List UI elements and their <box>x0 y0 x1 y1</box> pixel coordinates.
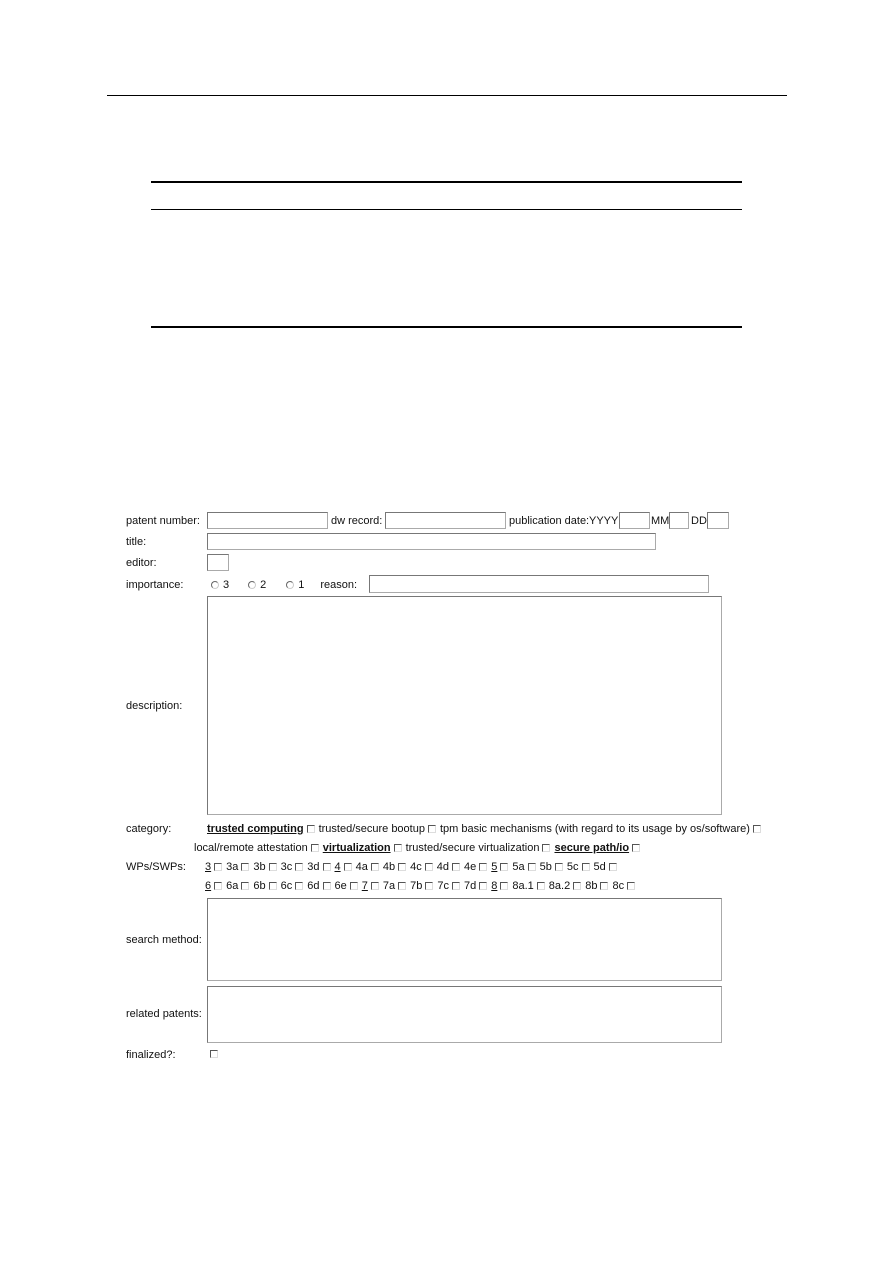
year-input[interactable] <box>619 512 650 529</box>
wp-label: 5b <box>539 861 552 873</box>
category-line-1 <box>207 822 765 836</box>
wp-item[interactable] <box>437 860 460 874</box>
wp-item[interactable] <box>512 860 535 874</box>
wp-checkbox[interactable] <box>500 882 508 890</box>
wp-item[interactable] <box>612 879 635 893</box>
wp-checkbox[interactable] <box>627 882 635 890</box>
importance-option-3[interactable]: 3 <box>211 578 231 592</box>
category-item[interactable] <box>194 841 319 855</box>
wp-item[interactable] <box>253 860 276 874</box>
wps-line-2 <box>205 879 639 893</box>
wp-item[interactable] <box>594 860 617 874</box>
wp-checkbox[interactable] <box>269 863 277 871</box>
wp-item[interactable] <box>226 860 249 874</box>
radio-icon[interactable] <box>286 581 294 589</box>
finalized-label: finalized?: <box>126 1049 176 1061</box>
category-item[interactable] <box>554 841 640 855</box>
wp-item[interactable] <box>205 860 222 874</box>
wp-label: 7 <box>361 880 368 892</box>
category-checkbox[interactable] <box>311 844 319 852</box>
category-checkbox[interactable] <box>428 825 436 833</box>
category-item[interactable] <box>323 841 402 855</box>
title-label: title: <box>126 536 147 548</box>
editor-label: editor: <box>126 557 157 569</box>
wp-item[interactable] <box>549 879 581 893</box>
wp-checkbox[interactable] <box>500 863 508 871</box>
related-patents-textarea[interactable] <box>207 986 722 1043</box>
wp-label: 5d <box>593 861 606 873</box>
wp-label: 8b <box>585 880 598 892</box>
wp-label: 6e <box>334 880 347 892</box>
category-item[interactable] <box>319 822 436 836</box>
wp-item[interactable] <box>567 860 590 874</box>
description-label: description: <box>126 700 183 712</box>
month-input[interactable] <box>669 512 689 529</box>
wp-item[interactable] <box>540 860 563 874</box>
day-input[interactable] <box>707 512 729 529</box>
importance-radio-group <box>211 578 357 592</box>
wp-label: 8a.1 <box>512 880 534 892</box>
wp-item[interactable] <box>307 860 330 874</box>
wp-label: 8 <box>491 880 498 892</box>
category-label: trusted/secure bootup <box>318 823 425 835</box>
wp-item[interactable] <box>491 860 508 874</box>
category-item[interactable] <box>207 822 315 836</box>
wp-checkbox[interactable] <box>425 863 433 871</box>
title-input[interactable] <box>207 533 656 550</box>
radio-icon[interactable] <box>211 581 219 589</box>
importance-option-1[interactable]: 1 <box>286 578 306 592</box>
category-label: secure path/io <box>554 842 630 854</box>
patent-number-label: patent number: <box>126 515 200 527</box>
wps-line-1 <box>205 860 621 874</box>
wp-checkbox[interactable] <box>573 882 581 890</box>
category-checkbox[interactable] <box>542 844 550 852</box>
wps-label: WPs/SWPs: <box>126 861 186 873</box>
dw-record-input[interactable] <box>385 512 506 529</box>
wp-label: 3d <box>307 861 320 873</box>
wp-label: 3a <box>226 861 239 873</box>
wp-checkbox[interactable] <box>323 863 331 871</box>
dw-record-label: dw record: <box>331 515 383 527</box>
wp-checkbox[interactable] <box>295 863 303 871</box>
table-top-rule <box>151 181 742 183</box>
category-checkbox[interactable] <box>394 844 402 852</box>
wp-label: 3b <box>253 861 266 873</box>
wp-checkbox[interactable] <box>555 863 563 871</box>
wp-label: 7b <box>410 880 423 892</box>
search-method-label: search method: <box>126 934 202 946</box>
wp-label: 6d <box>307 880 320 892</box>
wp-item[interactable] <box>410 860 433 874</box>
wp-checkbox[interactable] <box>600 882 608 890</box>
wp-checkbox[interactable] <box>214 863 222 871</box>
wp-checkbox[interactable] <box>582 863 590 871</box>
wp-label: 7d <box>464 880 477 892</box>
category-item[interactable] <box>440 822 761 836</box>
wp-label: 7a <box>382 880 396 892</box>
wp-checkbox[interactable] <box>425 882 433 890</box>
day-label: DD <box>691 515 707 527</box>
publication-date-label: publication date: <box>509 515 590 527</box>
wp-checkbox[interactable] <box>398 882 406 890</box>
year-label: YYYY <box>589 515 619 527</box>
wp-checkbox[interactable] <box>479 863 487 871</box>
wp-label: 6a <box>226 880 239 892</box>
wp-label: 6 <box>205 880 212 892</box>
wp-label: 4b <box>382 861 396 873</box>
category-checkbox[interactable] <box>753 825 761 833</box>
wp-checkbox[interactable] <box>609 863 617 871</box>
wp-label: 8c <box>612 880 625 892</box>
description-textarea[interactable] <box>207 596 722 815</box>
wp-checkbox[interactable] <box>371 882 379 890</box>
wp-checkbox[interactable] <box>269 882 277 890</box>
wp-label: 4d <box>436 861 449 873</box>
wp-checkbox[interactable] <box>241 882 249 890</box>
wp-label: 3 <box>205 861 212 873</box>
wp-label: 5 <box>491 861 498 873</box>
wp-item[interactable] <box>335 860 352 874</box>
wp-checkbox[interactable] <box>479 882 487 890</box>
patent-number-input[interactable] <box>207 512 328 529</box>
category-label: tpm basic mechanisms (with regard to its usage by os/software) <box>439 823 750 835</box>
wp-label: 8a.2 <box>548 880 571 892</box>
wp-item[interactable] <box>281 879 304 893</box>
wp-checkbox[interactable] <box>398 863 406 871</box>
category-checkbox[interactable] <box>307 825 315 833</box>
wp-item[interactable] <box>491 879 508 893</box>
wp-label: 4a <box>355 861 368 873</box>
wp-checkbox[interactable] <box>214 882 222 890</box>
wp-item[interactable] <box>585 879 608 893</box>
wp-item[interactable] <box>437 879 460 893</box>
editor-input[interactable] <box>207 554 229 571</box>
category-label: trusted computing <box>207 823 304 835</box>
header-rule <box>107 95 787 96</box>
category-checkbox[interactable] <box>632 844 640 852</box>
wp-checkbox[interactable] <box>452 863 460 871</box>
month-label: MM <box>651 515 670 527</box>
wp-item[interactable] <box>464 879 487 893</box>
wp-item[interactable] <box>383 879 406 893</box>
wp-item[interactable] <box>410 879 433 893</box>
wp-label: 7c <box>437 880 449 892</box>
wp-checkbox[interactable] <box>350 882 358 890</box>
wp-checkbox[interactable] <box>371 863 379 871</box>
search-method-textarea[interactable] <box>207 898 722 981</box>
wp-checkbox[interactable] <box>537 882 545 890</box>
wp-label: 5c <box>566 861 579 873</box>
finalized-checkbox[interactable] <box>210 1050 218 1058</box>
wp-item[interactable] <box>253 879 276 893</box>
table-mid-rule <box>151 209 742 210</box>
wp-checkbox[interactable] <box>452 882 460 890</box>
category-label: virtualization <box>322 842 391 854</box>
radio-icon[interactable] <box>248 581 256 589</box>
wp-item[interactable] <box>362 879 379 893</box>
wp-checkbox[interactable] <box>241 863 249 871</box>
wp-label: 5a <box>512 861 525 873</box>
importance-label: importance: <box>126 579 184 591</box>
reason-label: reason: <box>320 579 358 591</box>
wp-label: 4e <box>464 861 477 873</box>
wp-checkbox[interactable] <box>528 863 536 871</box>
category-item[interactable] <box>406 841 551 855</box>
category-line-2 <box>194 841 644 855</box>
wp-checkbox[interactable] <box>323 882 331 890</box>
wp-item[interactable] <box>512 879 544 893</box>
reason-input[interactable] <box>369 575 709 593</box>
table-bottom-rule <box>151 326 742 328</box>
wp-item[interactable] <box>226 879 249 893</box>
wp-label: 6c <box>280 880 293 892</box>
wp-item[interactable] <box>281 860 304 874</box>
category-label: trusted/secure virtualization <box>405 842 540 854</box>
wp-item[interactable] <box>205 879 222 893</box>
wp-label: 3c <box>280 861 293 873</box>
importance-option-2[interactable]: 2 <box>248 578 268 592</box>
wp-item[interactable] <box>383 860 406 874</box>
wp-item[interactable] <box>307 879 330 893</box>
category-label: category: <box>126 823 172 835</box>
category-label: local/remote attestation <box>194 842 308 854</box>
wp-label: 6b <box>253 880 266 892</box>
wp-checkbox[interactable] <box>295 882 303 890</box>
wp-label: 4c <box>410 861 422 873</box>
related-patents-label: related patents: <box>126 1008 202 1020</box>
wp-item[interactable] <box>356 860 379 874</box>
wp-item[interactable] <box>464 860 487 874</box>
wp-item[interactable] <box>335 879 358 893</box>
wp-label: 4 <box>334 861 341 873</box>
wp-checkbox[interactable] <box>344 863 352 871</box>
